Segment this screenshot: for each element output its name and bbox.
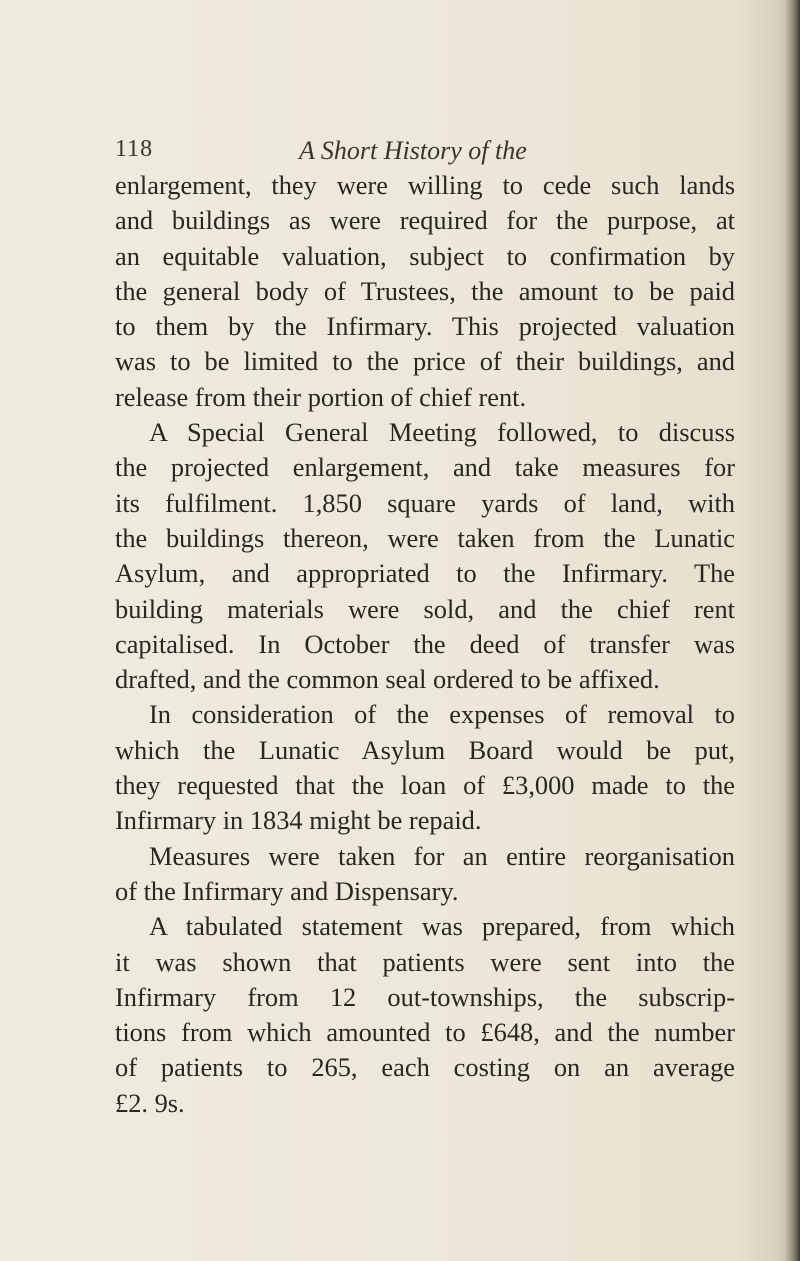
text-line: Infirmary from 12 out-townships, the subscrip- bbox=[115, 981, 735, 1012]
text-line: £2. 9s. bbox=[115, 1087, 185, 1118]
text-line: they requested that the loan of £3,000 made to the bbox=[115, 770, 735, 801]
text-line: the general body of Trustees, the amount to be paid bbox=[115, 275, 735, 306]
text-line: drafted, and the common seal ordered to be affixed. bbox=[115, 664, 660, 695]
text-line: Measures were taken for an entire reorganisation bbox=[149, 840, 735, 871]
text-line: which the Lunatic Asylum Board would be put, bbox=[115, 734, 735, 765]
page-edge-shadow bbox=[784, 0, 800, 1261]
text-line: In consideration of the expenses of removal to bbox=[149, 699, 735, 730]
text-line: it was shown that patients were sent into the bbox=[115, 946, 735, 977]
text-line: to them by the Infirmary. This projected valuation bbox=[115, 311, 735, 342]
text-line: A tabulated statement was prepared, from which bbox=[149, 911, 735, 942]
text-line: capitalised. In October the deed of transfer was bbox=[115, 628, 735, 659]
body-text bbox=[115, 168, 735, 1121]
text-line: tions from which amounted to £648, and the number bbox=[115, 1017, 735, 1048]
text-line: was to be limited to the price of their buildings, and bbox=[115, 346, 735, 377]
page-number: 118 bbox=[115, 136, 154, 162]
text-line: A Special General Meeting followed, to discuss bbox=[149, 417, 735, 448]
text-line: building materials were sold, and the chief rent bbox=[115, 593, 735, 624]
text-line: and buildings as were required for the purpose, at bbox=[115, 205, 735, 236]
text-line: enlargement, they were willing to cede such lands bbox=[115, 170, 735, 200]
text-line: its fulfilment. 1,850 square yards of land, with bbox=[115, 487, 735, 518]
text-line: of patients to 265, each costing on an average bbox=[115, 1052, 735, 1083]
text-line: release from their portion of chief rent. bbox=[115, 381, 527, 412]
text-line: an equitable valuation, subject to confirmation by bbox=[115, 240, 735, 271]
text-line: of the Infirmary and Dispensary. bbox=[115, 875, 459, 906]
running-head bbox=[115, 136, 575, 170]
text-line: the projected enlargement, and take measures for bbox=[115, 452, 735, 483]
text-line: the buildings thereon, were taken from the Lunatic bbox=[115, 522, 735, 553]
text-line: Asylum, and appropriated to the Infirmary. The bbox=[115, 558, 735, 589]
text-line: Infirmary in 1834 might be repaid. bbox=[115, 805, 482, 836]
running-title: A Short History of the bbox=[299, 136, 527, 165]
